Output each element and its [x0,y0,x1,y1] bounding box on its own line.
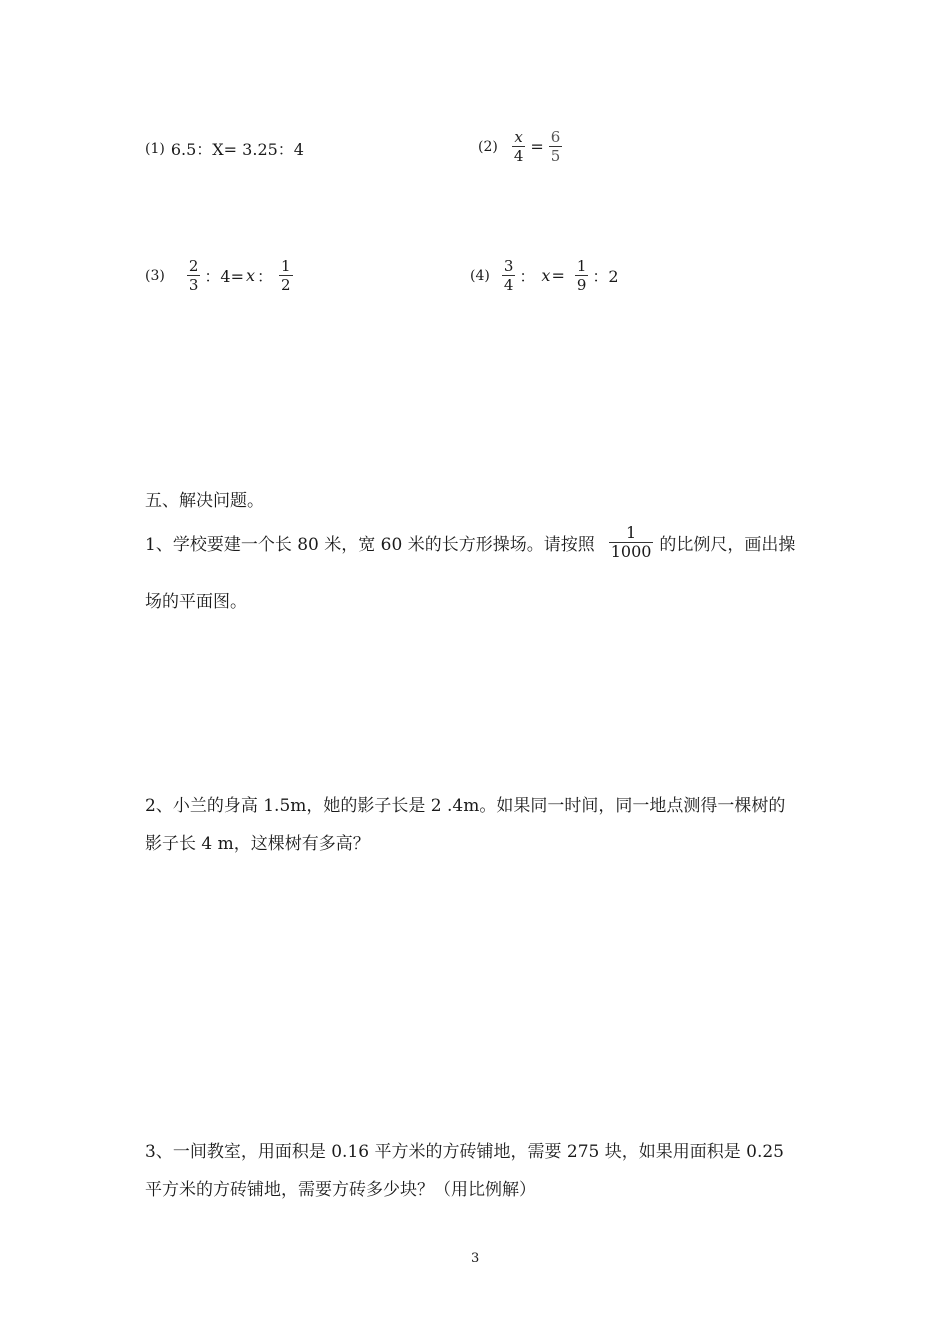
fraction-numerator: 1 [576,257,587,275]
equation-4-label: (4) [470,267,490,284]
equation-4-fraction-b [575,257,589,294]
equation-1-body: 6.5：X= 3.25：4 [170,140,304,159]
scale-fraction [609,524,654,561]
equation-3 [145,257,297,294]
equation-3-mid: ：4= [204,267,244,286]
equation-4-colon: ： [519,267,536,286]
problem-3-line-2: 平方米的方砖铺地，需要方砖多少块？（用比例解） [145,1180,536,1200]
fraction-denominator: 9 [576,276,587,294]
equation-3-var: x [245,266,256,285]
page-number: 3 [471,1251,480,1266]
section-title: 五、解决问题。 [145,491,264,511]
problem-2-line-2: 影子长 4 m，这棵树有多高？ [145,834,370,854]
problem-1-text-before: 1、学校要建一个长 80 米，宽 60 米的长方形操场。请按照 [145,535,595,555]
equation-4-var: x [541,266,551,285]
equation-3-fraction-b [279,257,293,294]
fraction-denominator: 4 [503,276,514,294]
problem-3-line-1: 3、一间教室，用面积是 0.16 平方米的方砖铺地，需要 275 块，如果用面积是 0.25 [145,1142,784,1162]
equation-4-fraction-a [502,257,516,294]
fraction-denominator: 2 [281,276,291,294]
equation-1 [145,137,304,160]
equation-2-fraction-left [512,128,526,165]
problem-1-text-after: 的比例尺，画出操 [659,535,796,555]
fraction-numerator: 1 [281,257,291,275]
equals-sign: = [530,137,544,156]
equation-2-fraction-right [549,128,563,165]
fraction-numerator: 3 [503,257,514,275]
equation-2 [478,128,566,165]
equation-4 [470,257,619,294]
fraction-numerator: 2 [188,257,199,275]
problem-1-line-2: 场的平面图。 [145,592,247,612]
fraction-denominator: 4 [513,147,524,165]
equation-3-fraction-a [187,257,201,294]
fraction-denominator: 1000 [610,542,652,561]
fraction-denominator: 3 [188,276,199,294]
equation-3-colon: ： [257,267,274,286]
problem-2-line-1: 2、小兰的身高 1.5m，她的影子长是 2 .4m。如果同一时间，同一地点测得一棵树的 [145,796,786,816]
equation-3-label: (3) [145,267,165,284]
equation-2-label: (2) [478,138,498,155]
fraction-numerator: 6 [550,128,561,146]
fraction-denominator: 5 [550,147,561,165]
equals-sign: = [551,266,565,285]
equation-1-label: (1) [145,140,165,157]
problem-1-line-1 [145,524,795,561]
equation-4-tail: ：2 [592,267,619,286]
fraction-numerator: 1 [625,523,637,542]
fraction-numerator: x [514,128,523,146]
